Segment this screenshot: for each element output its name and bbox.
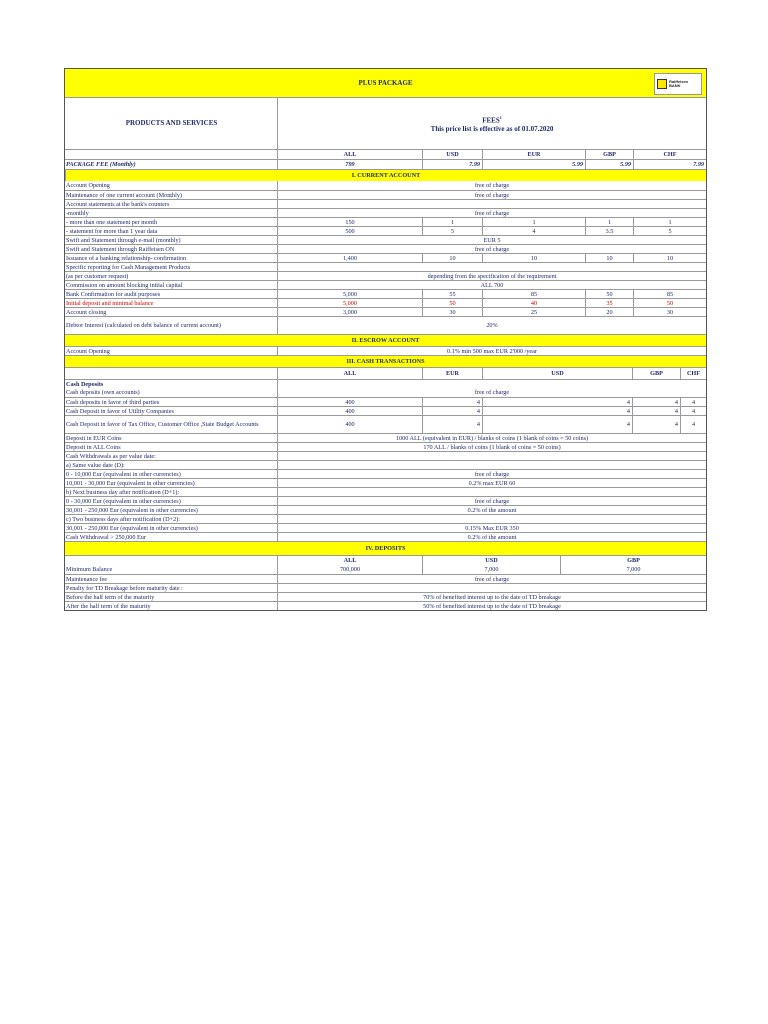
current-account-span-value: depending from the specification of the requirement: [277, 272, 706, 280]
current-account-value: 30: [422, 308, 482, 316]
effective-date: This price list is effective as of 01.07.2020: [430, 125, 554, 134]
current-account-label: Maintenance of one current account (Monthly): [66, 191, 182, 199]
cash-label: Cash Withdrawal > 250,000 Eur: [66, 533, 146, 541]
cash-span-value: free of charge: [277, 497, 706, 505]
current-account-span-value: free of charge: [277, 209, 706, 217]
cash-row: [65, 505, 706, 514]
current-account-section-header: [65, 169, 706, 181]
current-account-value: 4: [482, 227, 585, 235]
cash-span-value: 0.2% max EUR 60: [277, 479, 706, 487]
cash-header-gbp: GBP: [632, 368, 680, 379]
cash-value: 4: [680, 407, 706, 415]
escrow-row: [65, 346, 706, 355]
cash-label: 30,001 - 250,000 Eur (equivalent in other currencies): [66, 524, 198, 532]
currency-gbp: GBP: [585, 150, 633, 159]
deposit-label: Before the half term of the maturity: [66, 593, 155, 601]
current-account-label: -monthly: [66, 209, 89, 217]
cash-value: 400: [277, 416, 422, 433]
cash-value: 4: [482, 398, 632, 406]
cash-span-value: [277, 461, 706, 469]
deposit-rows: [65, 565, 706, 610]
current-account-label: - more than one statement per month: [66, 218, 158, 226]
cash-label: 0 - 30,000 Eur (equivalent in other currencies): [66, 497, 181, 505]
cash-row: [65, 397, 706, 406]
deposit-row: [65, 592, 706, 601]
products-services-heading: PRODUCTS AND SERVICES: [125, 119, 218, 127]
current-account-row: [65, 298, 706, 307]
current-account-label: Specific reporting for Cash Management Products: [66, 263, 191, 271]
deposit-label: Minimum Balance: [66, 566, 113, 573]
escrow-label: Account Opening: [66, 347, 110, 355]
current-account-span-value: free of charge: [277, 191, 706, 199]
cash-row: [65, 406, 706, 415]
current-account-value: 5: [633, 227, 706, 235]
cash-span-value: [277, 452, 706, 460]
current-account-span-value: free of charge: [277, 181, 706, 190]
current-account-label: (as per customer request): [66, 272, 129, 280]
cash-label: c) Two business days after notification (D+2):: [66, 515, 180, 523]
current-account-value: 40: [482, 299, 585, 307]
cash-row: [65, 523, 706, 532]
cash-rows: [65, 388, 706, 541]
current-account-value: 150: [277, 218, 422, 226]
current-account-value: 3.5: [585, 227, 633, 235]
deposit-row: [65, 601, 706, 610]
current-account-value: 35: [585, 299, 633, 307]
current-account-value: 10: [585, 254, 633, 262]
current-account-value: 30: [633, 308, 706, 316]
current-account-value: 500: [277, 227, 422, 235]
deposits-header-usd: USD: [422, 556, 560, 565]
deposit-row: [65, 583, 706, 592]
current-account-row: [65, 226, 706, 235]
current-account-label: Debtor Interest (calculated on debt balance of current account): [66, 321, 221, 329]
cash-row: [65, 433, 706, 442]
current-account-row: [65, 271, 706, 280]
cash-row: [65, 496, 706, 505]
cash-span-value: 0.2% of the amount: [277, 533, 706, 541]
current-account-value: 85: [633, 290, 706, 298]
cash-value: 4: [482, 416, 632, 433]
deposits-title: IV. DEPOSITS: [365, 545, 406, 552]
cash-label: b) Next business day after notification (D+1):: [66, 488, 180, 496]
current-account-label: Commission on amount blocking initial capital: [66, 281, 183, 289]
current-account-span-value: [277, 200, 706, 208]
currency-all: ALL: [277, 150, 422, 159]
deposit-row: [65, 574, 706, 583]
deposits-header-gbp: GBP: [560, 556, 706, 565]
deposits-header-row: [65, 555, 706, 565]
currency-eur: EUR: [482, 150, 585, 159]
cash-row: [65, 460, 706, 469]
bank-logo-icon: [657, 79, 667, 89]
current-account-row: [65, 289, 706, 298]
current-account-value: 85: [482, 290, 585, 298]
package-fee-row: [65, 159, 706, 169]
cash-value: 400: [277, 398, 422, 406]
cash-label: Cash Deposit in favor of Tax Office, Customer Office ,State Budget Accounts: [66, 420, 259, 428]
package-fee-usd: 7.99: [422, 160, 482, 169]
deposit-span-value: [277, 584, 706, 592]
escrow-value: 0.1% min 500 max EUR 2'000 /year: [277, 347, 706, 355]
cash-row: [65, 478, 706, 487]
cash-header-all: ALL: [277, 368, 422, 379]
cash-label: Cash Withdrawals as per value date:: [66, 452, 156, 460]
current-account-label: Account Opening: [66, 182, 110, 189]
cash-label: 30,001 - 250,000 Eur (equivalent in other currencies): [66, 506, 198, 514]
cash-span-value: [277, 515, 706, 523]
current-account-label: Issuance of a banking relationship- confirmation: [66, 254, 187, 262]
currency-header-row: [65, 149, 706, 159]
package-fee-label: PACKAGE FEE (Monthly): [66, 161, 136, 168]
package-title: PLUS PACKAGE: [358, 78, 413, 87]
current-account-span-value: [277, 263, 706, 271]
cash-header-usd: USD: [482, 368, 632, 379]
current-account-value: 10: [633, 254, 706, 262]
cash-span-value: 0.15% Max EUR 350: [277, 524, 706, 532]
cash-value: 4: [632, 407, 680, 415]
cash-row: [65, 514, 706, 523]
current-account-label: Account statements at the bank's counters: [66, 200, 170, 208]
current-account-value: 1: [585, 218, 633, 226]
cash-span-value: free of charge: [277, 470, 706, 478]
package-fee-eur: 5.99: [482, 160, 585, 169]
escrow-section-header: [65, 334, 706, 346]
current-account-rows: [65, 181, 706, 334]
cash-label: 10,001 - 30,000 Eur (equivalent in other currencies): [66, 479, 195, 487]
current-account-value: 50: [633, 299, 706, 307]
deposit-label: Maintenance fee: [66, 575, 108, 583]
cash-row: [65, 487, 706, 496]
cash-header-row: [65, 367, 706, 379]
deposit-row: [65, 565, 706, 574]
cash-header-eur: EUR: [422, 368, 482, 379]
deposits-header-all: ALL: [277, 556, 422, 565]
current-account-label: Swift and Statement through e-mail (monthly): [66, 236, 181, 244]
cash-deposits-title-row: [65, 379, 706, 388]
deposit-span-value: free of charge: [277, 575, 706, 583]
current-account-span-value: 20%: [277, 317, 706, 334]
current-account-value: 10: [482, 254, 585, 262]
cash-row: [65, 469, 706, 478]
current-account-value: 5: [422, 227, 482, 235]
current-account-label: - statement for more than 1 year data: [66, 227, 158, 235]
current-account-span-value: ALL 700: [277, 281, 706, 289]
products-fees-row: [65, 97, 706, 149]
escrow-title: II. ESCROW ACCOUNT: [351, 337, 420, 344]
current-account-value: 25: [482, 308, 585, 316]
current-account-label: Initial deposit and minimal balance: [66, 299, 154, 307]
package-title-row: [65, 69, 706, 97]
current-account-row: [65, 190, 706, 199]
cash-value: 4: [422, 416, 482, 433]
cash-row: [65, 532, 706, 541]
cash-label: a) Same value date (D):: [66, 461, 125, 469]
cash-span-value: [277, 488, 706, 496]
current-account-label: Bank Confirmation for audit purposes: [66, 290, 161, 298]
current-account-value: 20: [585, 308, 633, 316]
current-account-row: [65, 217, 706, 226]
deposit-span-value: 70% of benefited interest up to the date of TD breakage: [277, 593, 706, 601]
price-list-sheet: [64, 68, 707, 611]
current-account-value: 1: [482, 218, 585, 226]
currency-chf: CHF: [633, 150, 706, 159]
deposit-span-value: 50% of benefited interest up to the date of TD breakage: [277, 602, 706, 610]
current-account-value: 5,000: [277, 299, 422, 307]
raiffeisen-logo: Raiffeisen BANK: [654, 73, 702, 95]
current-account-label: Account closing: [66, 308, 107, 316]
cash-span-value: free of charge: [277, 388, 706, 397]
deposit-value: 7,000: [422, 565, 560, 574]
cash-value: 4: [422, 407, 482, 415]
current-account-value: 50: [585, 290, 633, 298]
package-fee-gbp: 5.99: [585, 160, 633, 169]
cash-label: Cash deposits in favor of third parties: [66, 398, 160, 406]
cash-value: 4: [422, 398, 482, 406]
current-account-row: [65, 199, 706, 208]
current-account-row: [65, 262, 706, 271]
current-account-span-value: EUR 5: [277, 236, 706, 244]
current-account-row: [65, 181, 706, 190]
cash-section-header: [65, 355, 706, 367]
cash-span-value: 1000 ALL (equivalent in EUR) / blanks of coins (1 blank of coins = 50 coins): [277, 434, 706, 442]
current-account-value: 3,000: [277, 308, 422, 316]
current-account-value: 5,000: [277, 290, 422, 298]
current-account-value: 55: [422, 290, 482, 298]
current-account-title: I. CURRENT ACCOUNT: [65, 170, 706, 181]
cash-value: 4: [680, 398, 706, 406]
package-fee-all: 799: [277, 160, 422, 169]
deposit-label: Penalty for TD Breakage before maturity date :: [66, 584, 183, 592]
currency-header-spacer: [65, 150, 277, 159]
cash-value: 400: [277, 407, 422, 415]
current-account-value: 1: [633, 218, 706, 226]
cash-row: [65, 451, 706, 460]
deposits-section-header: [65, 541, 706, 555]
cash-span-value: 0.2% of the amount: [277, 506, 706, 514]
cash-title: III. CASH TRANSACTIONS: [346, 358, 425, 365]
cash-span-value: 170 ALL / blanks of coins (1 blank of coins = 50 coins): [277, 443, 706, 451]
fees-label: FEES$^1$: [482, 114, 502, 125]
deposit-value: 7,000: [560, 565, 706, 574]
current-account-label: Swift and Statement through Raiffeisen ON: [66, 245, 175, 253]
currency-usd: USD: [422, 150, 482, 159]
current-account-row: [65, 280, 706, 289]
deposit-value: 700,000: [277, 565, 422, 574]
cash-label: 0 - 10,000 Eur (equivalent in other currencies): [66, 470, 181, 478]
current-account-row: [65, 253, 706, 262]
current-account-row: [65, 307, 706, 316]
package-fee-chf: 7.99: [633, 160, 706, 169]
current-account-value: 1: [422, 218, 482, 226]
cash-label: Deposit in EUR Coins: [66, 434, 122, 442]
cash-label: Cash deposits (own accounts): [66, 389, 140, 396]
current-account-span-value: free of charge: [277, 245, 706, 253]
current-account-row: [65, 316, 706, 334]
current-account-row: [65, 244, 706, 253]
cash-deposits-title: Cash Deposits: [66, 380, 104, 388]
cash-row: [65, 415, 706, 433]
cash-value: 4: [632, 416, 680, 433]
cash-value: 4: [632, 398, 680, 406]
cash-row: [65, 388, 706, 397]
cash-label: Cash Deposit in favor of Utility Companies: [66, 407, 174, 415]
cash-header-chf: CHF: [680, 368, 706, 379]
cash-row: [65, 442, 706, 451]
fees-heading: [277, 98, 706, 149]
current-account-row: [65, 235, 706, 244]
current-account-row: [65, 208, 706, 217]
cash-value: 4: [482, 407, 632, 415]
current-account-value: 50: [422, 299, 482, 307]
deposit-label: After the half term of the maturity: [66, 602, 151, 610]
current-account-value: 1,400: [277, 254, 422, 262]
current-account-value: 10: [422, 254, 482, 262]
cash-value: 4: [680, 416, 706, 433]
cash-label: Deposit in ALL Coins: [66, 443, 121, 451]
